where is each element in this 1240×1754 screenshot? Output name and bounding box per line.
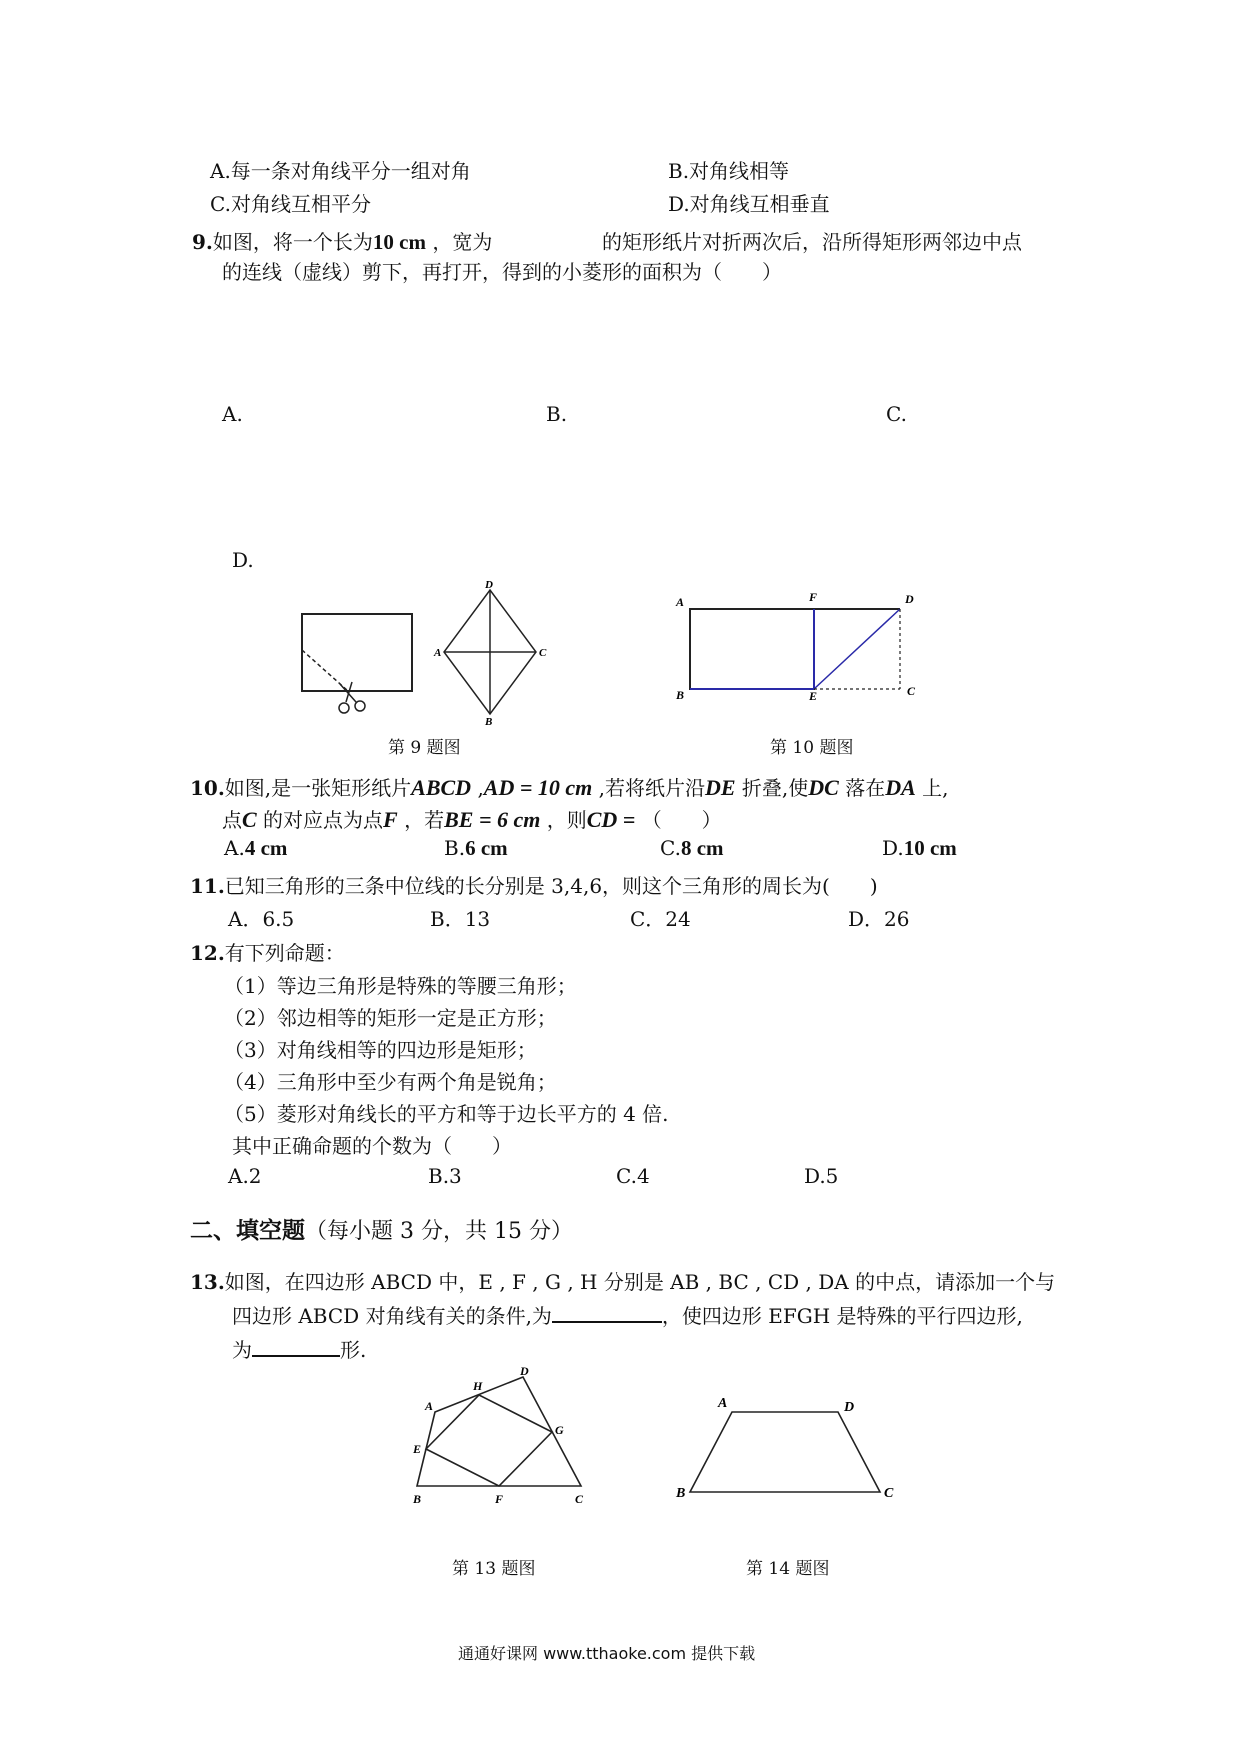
q9-length: 10 cm	[372, 230, 426, 254]
q13-line-2	[232, 1300, 1023, 1329]
q10-option-b-letter: B.	[444, 836, 466, 860]
fig14-label-a: A	[718, 1396, 728, 1411]
fig13-label-b: B	[413, 1492, 422, 1505]
q10-point-c: C	[242, 807, 257, 832]
q9-text-2: ，宽为	[432, 230, 493, 254]
q13-text-3b: 形.	[340, 1338, 367, 1362]
q10-line2-text-2: 的对应点为点	[263, 808, 384, 832]
q10-line2-text-3: ，若	[404, 808, 445, 832]
fig10-label-a: A	[676, 595, 685, 609]
q10-option-d	[882, 836, 957, 861]
q13-line-1	[190, 1266, 1055, 1295]
q9-text-3: 的矩形纸片对折两次后，沿所得矩形两邻边中点	[602, 230, 1022, 254]
fig13-label-g: G	[555, 1423, 564, 1437]
q10-option-b	[444, 836, 508, 861]
q12-text: 有下列命题：	[224, 941, 345, 965]
q12-item-2: （2）邻边相等的矩形一定是正方形；	[224, 1006, 557, 1030]
q11-number: 11.	[190, 874, 225, 898]
q13-text-2b: ，使四边形 EFGH 是特殊的平行四边形,	[661, 1304, 1023, 1328]
q9-text-1: 如图，将一个长为	[212, 230, 373, 254]
q13-line-3	[232, 1334, 366, 1363]
q10-line-1	[190, 772, 948, 801]
q9-option-d: D.	[232, 548, 254, 572]
fig10-fold-line-de	[814, 609, 900, 689]
q10-be-equation: BE = 6 cm	[444, 807, 541, 832]
q13-text-2a: 四边形 ABCD 对角线有关的条件,为	[232, 1304, 552, 1328]
q11-text: 已知三角形的三条中位线的长分别是 3,4,6，则这个三角形的周长为( )	[224, 874, 878, 898]
section-2-title: 二、填空题	[190, 1217, 305, 1244]
q9-option-b: B.	[546, 402, 568, 426]
q10-text-3: ,若将纸片沿	[598, 776, 705, 800]
fig10-label-b: B	[676, 688, 685, 700]
q8-option-d: D.对角线互相垂直	[668, 192, 830, 216]
figure-14	[670, 1385, 910, 1505]
q10-option-c-letter: C.	[660, 836, 681, 860]
q11-option-a: A．6.5	[228, 907, 295, 931]
q8-option-c: C.对角线互相平分	[210, 192, 371, 216]
q10-option-d-letter: D.	[882, 836, 904, 860]
q8-option-b: B.对角线相等	[668, 159, 790, 183]
q10-option-a-value: 4 cm	[244, 836, 288, 860]
q12-item-4: （4）三角形中至少有两个角是锐角；	[224, 1070, 557, 1094]
q12-option-a: A.2	[228, 1164, 262, 1188]
q10-line2-text-5: （ ）	[641, 808, 722, 832]
fig9-label-d: D	[485, 580, 493, 591]
q10-dc: DC	[808, 775, 839, 800]
q9-option-c: C.	[886, 402, 907, 426]
fig9-label-a: A	[434, 647, 442, 659]
q10-rect-name: ABCD	[411, 775, 472, 800]
fig13-label-d: D	[520, 1365, 529, 1378]
q9-number: 9.	[192, 230, 213, 254]
q12-line	[190, 937, 345, 966]
q10-figure-caption: 第 10 题图	[770, 738, 854, 758]
q13-answer-blank-condition[interactable]	[552, 1301, 662, 1323]
q10-cd-equation: CD =	[586, 807, 636, 832]
q12-option-c: C.4	[616, 1164, 650, 1188]
fig13-label-a: A	[425, 1399, 434, 1413]
fig13-label-c: C	[575, 1492, 584, 1505]
q10-text-4: 折叠,使	[741, 776, 809, 800]
fig14-label-b: B	[676, 1486, 686, 1501]
q11-option-b: B．13	[430, 907, 491, 931]
q11-option-d: D．26	[848, 907, 910, 931]
figure-10	[670, 585, 930, 700]
fig10-label-d: D	[905, 592, 914, 606]
q10-text-1: 如图,是一张矩形纸片	[224, 776, 412, 800]
q10-number: 10.	[190, 776, 225, 800]
q10-option-d-value: 10 cm	[903, 836, 957, 860]
q9-option-a: A.	[222, 402, 243, 426]
q10-text-5: 落在	[845, 776, 886, 800]
q13-number: 13.	[190, 1270, 225, 1294]
figure-9	[290, 580, 560, 725]
q13-figure-caption: 第 13 题图	[452, 1559, 536, 1579]
q9-figure-caption: 第 9 题图	[388, 738, 461, 758]
q13-text-1: 如图，在四边形 ABCD 中，E , F , G , H 分别是 AB , BC , CD , DA 的中点，请添加一个与	[224, 1270, 1056, 1294]
q10-option-a	[224, 836, 287, 861]
q9-line-1	[192, 226, 492, 255]
fig13-label-h: H	[473, 1379, 483, 1393]
q8-option-a: A.每一条对角线平分一组对角	[210, 159, 471, 183]
q10-de: DE	[705, 775, 736, 800]
q10-line-2	[222, 804, 722, 833]
q10-text-6: 上,	[922, 776, 949, 800]
q10-line2-text-1: 点	[222, 808, 242, 832]
q12-question: 其中正确命题的个数为（ ）	[232, 1134, 512, 1158]
fig13-label-f: F	[495, 1492, 504, 1505]
section-2-heading	[190, 1212, 573, 1245]
q12-option-b: B.3	[428, 1164, 462, 1188]
footer-source-text: 通通好课网 www.tthaoke.com 提供下载	[458, 1644, 756, 1663]
fig10-label-f: F	[809, 590, 818, 604]
q10-option-c	[660, 836, 724, 861]
q12-number: 12.	[190, 941, 225, 965]
scissors-icon	[339, 682, 365, 713]
fig10-label-e: E	[809, 689, 818, 700]
section-2-subtitle: （每小题 3 分，共 15 分）	[305, 1219, 573, 1244]
fig9-label-b: B	[485, 716, 493, 725]
q12-item-5: （5）菱形对角线长的平方和等于边长平方的 4 倍.	[224, 1102, 669, 1126]
q12-item-3: （3）对角线相等的四边形是矩形；	[224, 1038, 537, 1062]
fig9-folded-rectangle	[302, 614, 412, 691]
fig14-label-c: C	[884, 1486, 894, 1501]
q12-item-1: （1）等边三角形是特殊的等腰三角形；	[224, 974, 577, 998]
q12-option-d: D.5	[804, 1164, 839, 1188]
q14-figure-caption: 第 14 题图	[746, 1559, 830, 1579]
fig9-label-c: C	[539, 647, 547, 659]
fig10-label-c: C	[907, 684, 916, 698]
q13-text-3a: 为	[232, 1338, 252, 1362]
figure-13	[405, 1365, 605, 1505]
fig13-label-e: E	[413, 1442, 422, 1456]
fig10-rect-abef	[690, 609, 814, 689]
q10-option-b-value: 6 cm	[465, 836, 508, 860]
q9-line-2: 的连线（虚线）剪下，再打开，得到的小菱形的面积为（ ）	[222, 260, 782, 284]
q11-option-c: C．24	[630, 907, 691, 931]
fig14-label-d: D	[844, 1400, 855, 1415]
q10-da: DA	[885, 775, 916, 800]
q10-option-c-value: 8 cm	[680, 836, 724, 860]
q10-point-f: F	[383, 807, 398, 832]
q10-line2-text-4: ，则	[546, 808, 587, 832]
q11-line	[190, 870, 878, 899]
q10-text-2: ,	[477, 776, 484, 800]
q10-ad-equation: AD = 10 cm	[483, 775, 593, 800]
fig14-trapezoid-abcd	[690, 1412, 880, 1492]
q10-option-a-letter: A.	[224, 836, 245, 860]
q13-answer-blank-shape[interactable]	[252, 1335, 340, 1357]
